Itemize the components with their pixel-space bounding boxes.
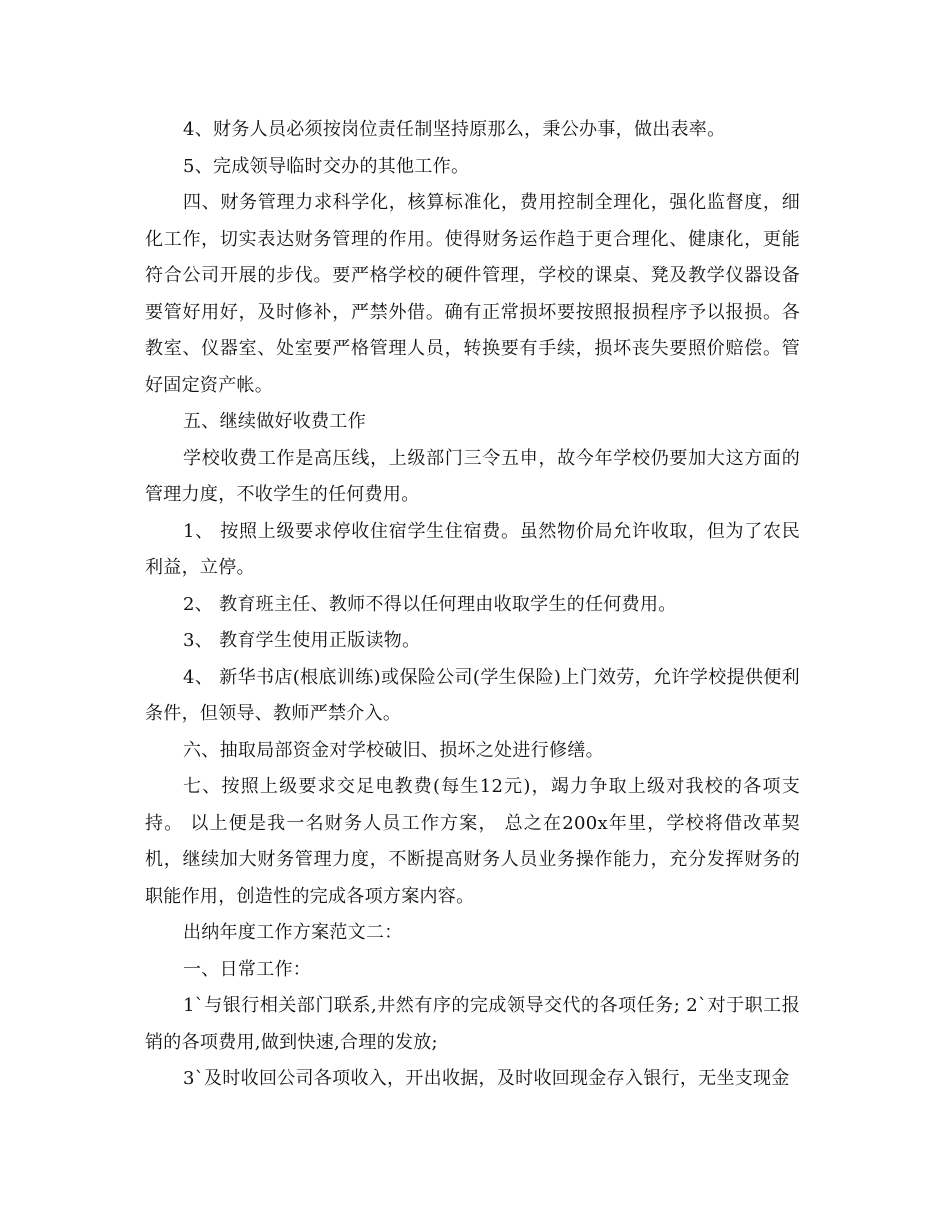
paragraph-temporary-tasks: 5、完成领导临时交办的其他工作。 (183, 155, 470, 177)
paragraph-fee-work: 学校收费工作是高压线，上级部门三令五申，故今年学校仍要加大这方面的管理力度，不收学生的任何费用。 (145, 447, 800, 505)
list-item-4: 4、 新华书店(根底训练)或保险公司(学生保险)上门效劳，允许学校提供便利条件，但领导、教师严禁介入。 (145, 666, 800, 724)
paragraph-section-six: 六、抽取局部资金对学校破旧、损坏之处进行修缮。 (183, 739, 604, 761)
list-item-1: 1、 按照上级要求停收住宿学生住宿费。虽然物价局允许收取，但为了农民利益，立停。 (145, 520, 800, 578)
list-item-3: 3、 教育学生使用正版读物。 (183, 630, 421, 651)
document-page (145, 112, 800, 1098)
list-item-2: 2、 教育班主任、教师不得以任何理由收取学生的任何费用。 (183, 593, 677, 615)
heading-daily-work: 一、日常工作： (183, 958, 312, 980)
paragraph-section-seven: 七、按照上级要求交足电教费(每生12元)，竭力争取上级对我校的各项支持。 以上便是我一名财务人员工作方案， 总之在200x年里，学校将借改革契机，继续加大财务管理力度，不断提高财务人员业务操作能力，充分发挥财务的职能作用，创造性的完成各项方案内容。 (145, 776, 800, 907)
paragraph-daily-items-1-2: 1`与银行相关部门联系,井然有序的完成领导交代的各项任务; 2`对于职工报销的各项费用,做到快速,合理的发放; (145, 995, 800, 1053)
paragraph-daily-item-3: 3`及时收回公司各项收入，开出收据，及时收回现金存入银行，无坐支现金 (183, 1068, 790, 1089)
paragraph-section-four: 四、财务管理力求科学化，核算标准化，费用控制全理化，强化监督度，细化工作，切实表达财务管理的作用。使得财务运作趋于更合理化、健康化，更能符合公司开展的步伐。要严格学校的硬件管理，学校的课桌、凳及教学仪器设备要管好用好，及时修补，严禁外借。确有正常损坏要按照报损程序予以报损。各教室、仪器室、处室要严格管理人员，转换要有手续，损坏丧失要照价赔偿。管好固定资产帐。 (145, 192, 800, 396)
paragraph-finance-staff-duty: 4、财务人员必须按岗位责任制坚持原那么，秉公办事，做出表率。 (183, 119, 726, 140)
heading-sample-two: 出纳年度工作方案范文二： (183, 922, 403, 943)
heading-section-five: 五、继续做好收费工作 (183, 411, 366, 432)
